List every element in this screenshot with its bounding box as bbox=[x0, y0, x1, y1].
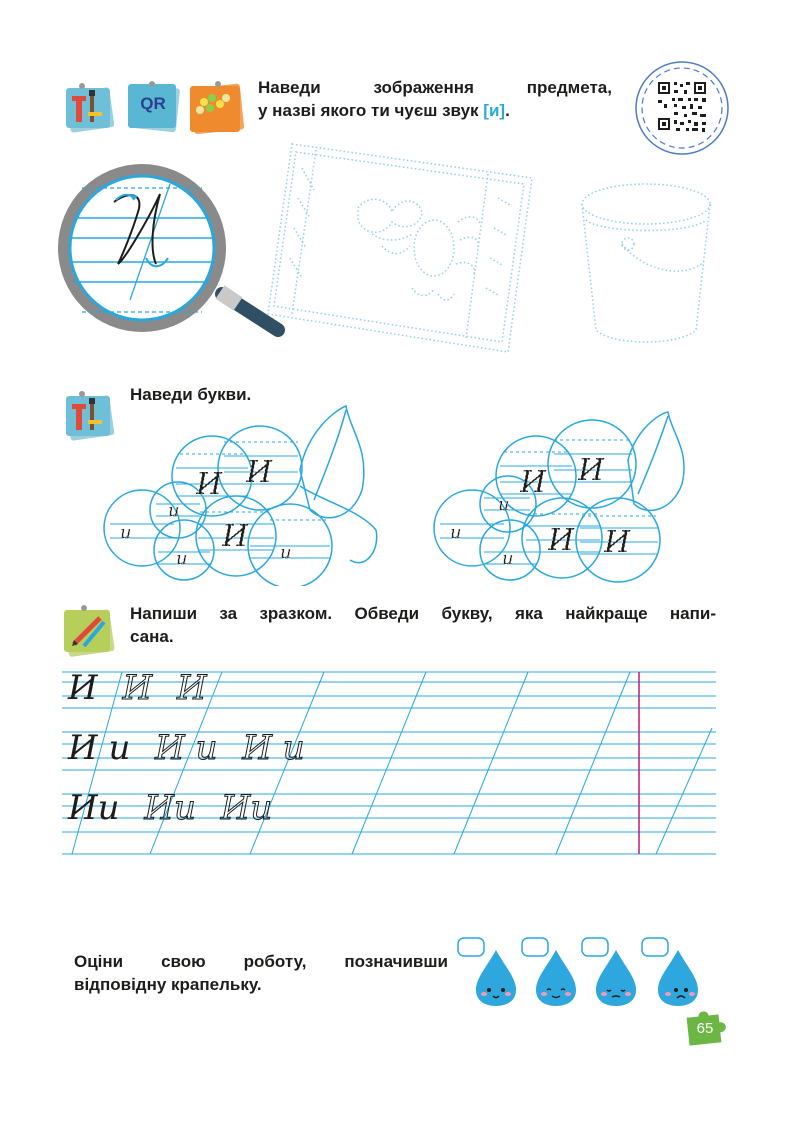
task1-instruction bbox=[258, 76, 612, 122]
grape-letter-lower: и bbox=[280, 542, 292, 563]
grape-letter-lower: и bbox=[168, 500, 180, 521]
sample-letter: И bbox=[68, 668, 98, 708]
trace-letter: И bbox=[122, 668, 153, 708]
pencil-icon-sticker bbox=[60, 600, 120, 660]
grape-letter-lower: и bbox=[502, 548, 514, 569]
rating-checkbox-4 bbox=[642, 938, 668, 956]
trace-letters: И и bbox=[242, 728, 305, 768]
trace-letter: И bbox=[176, 668, 207, 708]
assess-line1: Оціни свою роботу, позначивши bbox=[74, 952, 448, 971]
sample-letters: Ии bbox=[68, 788, 120, 828]
copy-row2 bbox=[68, 728, 305, 768]
grape-letter-upper: И bbox=[196, 467, 223, 502]
task1-line2 bbox=[258, 99, 612, 122]
droplet-rating bbox=[456, 934, 708, 1008]
task1-line1: Наведи зображення предмета, bbox=[258, 78, 612, 97]
task3-instruction bbox=[130, 602, 716, 648]
magnifier-letter-illustration bbox=[52, 160, 292, 346]
task3-line1: Напиши за зразком. Обведи букву, яка найкраще напи- bbox=[130, 604, 716, 623]
grape-letter-upper: И bbox=[222, 519, 249, 554]
magnet-balls-icon-sticker bbox=[186, 78, 246, 138]
rating-checkbox-2 bbox=[522, 938, 548, 956]
task3-line2: сана. bbox=[130, 627, 174, 646]
qr-code-badge[interactable] bbox=[634, 60, 730, 156]
copy-row3 bbox=[68, 788, 272, 828]
grape-bunch-left bbox=[100, 400, 390, 586]
grape-letter-upper: И bbox=[604, 525, 631, 560]
trace-letters: Ии bbox=[144, 788, 196, 828]
sample-letters: И и bbox=[68, 728, 131, 768]
sound-label: [и] bbox=[483, 101, 506, 120]
trace-letters: Ии bbox=[220, 788, 273, 828]
task1-line2-prefix: у назві якого ти чуєш звук bbox=[258, 101, 484, 120]
grape-letter-upper: И bbox=[548, 523, 575, 558]
copybook-grid[interactable] bbox=[62, 668, 716, 860]
grape-letter-lower: и bbox=[498, 494, 510, 515]
assess-line2: відповідну крапельку. bbox=[74, 975, 262, 994]
grape-letter-upper: И bbox=[520, 465, 547, 500]
task2-instruction: Наведи букви. bbox=[130, 385, 252, 404]
rating-checkbox-1 bbox=[458, 938, 484, 956]
bucket-dotted-illustration bbox=[572, 170, 722, 350]
grape-letter-lower: и bbox=[120, 522, 132, 543]
self-assessment-text bbox=[74, 950, 448, 996]
trace-letters: И и bbox=[155, 728, 218, 768]
page-number: 65 bbox=[696, 1020, 714, 1037]
grape-letter-lower: и bbox=[176, 548, 188, 569]
grape-bunch-right bbox=[432, 400, 722, 586]
towel-dotted-illustration bbox=[262, 138, 578, 358]
trace-icon-sticker bbox=[62, 80, 116, 134]
copy-row1 bbox=[68, 668, 207, 708]
rating-checkbox-3 bbox=[582, 938, 608, 956]
task1-line2-suffix: . bbox=[505, 101, 510, 120]
grape-letter-lower: и bbox=[450, 522, 462, 543]
grape-letter-upper: И bbox=[578, 453, 605, 488]
grape-letter-upper: И bbox=[246, 455, 273, 490]
qr-icon-label: QR bbox=[140, 94, 166, 113]
qr-icon-sticker bbox=[124, 78, 184, 134]
page-number-puzzle bbox=[686, 1008, 732, 1048]
